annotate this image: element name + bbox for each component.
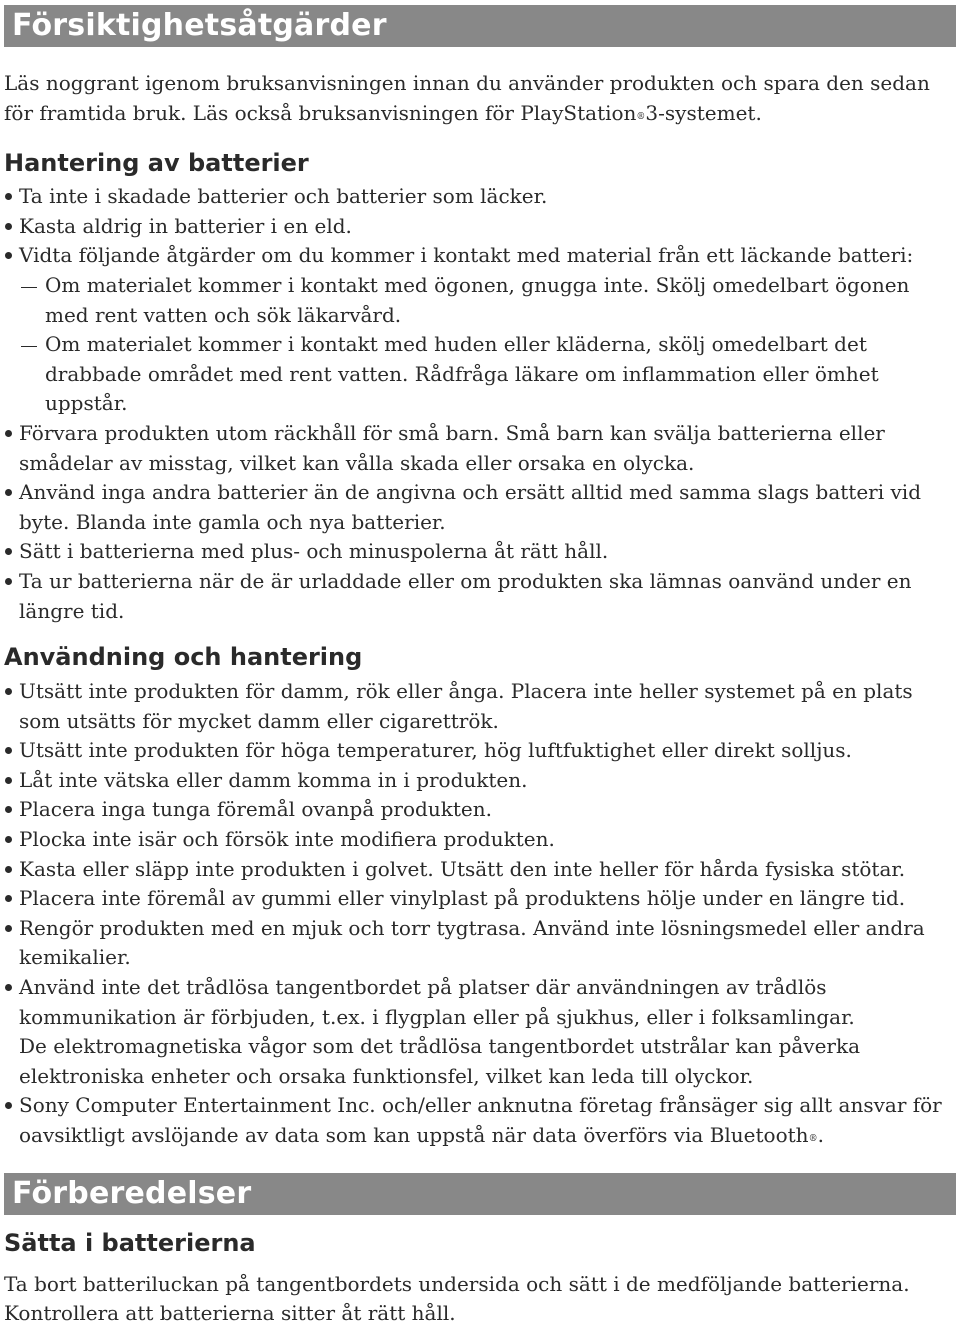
list-item: Plocka inte isär och försök inte modifiera produkten. bbox=[4, 825, 956, 855]
heading-insert-batteries: Sätta i batterierna bbox=[4, 1228, 256, 1257]
list-item-text: Vidta följande åtgärder om du kommer i kontakt med material från ett läckande batteri: bbox=[19, 243, 914, 268]
heading-battery-handling: Hantering av batterier bbox=[4, 149, 309, 178]
list-item: Ta ur batterierna när de är urladdade eller om produkten ska lämnas oanvänd under en längre tid. bbox=[4, 567, 956, 626]
list-item: Utsätt inte produkten för damm, rök eller ånga. Placera inte heller systemet på en plats som utsätts för mycket damm eller cigarettrök. bbox=[4, 677, 956, 736]
list-item: Förvara produkten utom räckhåll för små barn. Små barn kan svälja batterierna eller smådelar av misstag, vilket kan vålla skada eller orsaka en olycka. bbox=[4, 419, 956, 478]
list-item: Kasta aldrig in batterier i en eld. bbox=[4, 212, 956, 242]
list-item: Placera inga tunga föremål ovanpå produkten. bbox=[4, 795, 956, 825]
list-item: Ta inte i skadade batterier och batterier som läcker. bbox=[4, 182, 956, 212]
insert-paragraph bbox=[4, 1270, 956, 1329]
registered-mark: ® bbox=[636, 111, 646, 122]
list-item: Rengör produkten med en mjuk och torr tygtrasa. Använd inte lösningsmedel eller andra kemikalier. bbox=[4, 914, 956, 973]
list-item: Låt inte vätska eller damm komma in i produkten. bbox=[4, 766, 956, 796]
heading-usage: Användning och hantering bbox=[4, 643, 363, 672]
list-item: Sätt i batterierna med plus- och minuspolerna åt rätt håll. bbox=[4, 537, 956, 567]
intro-paragraph bbox=[4, 69, 956, 132]
sub-list-item: Om materialet kommer i kontakt med ögonen, gnugga inte. Skölj omedelbart ögonen med rent vatten och sök läkarvård. bbox=[4, 271, 956, 330]
list-item: Placera inte föremål av gummi eller vinylplast på produktens hölje under en längre tid. bbox=[4, 884, 956, 914]
manual-page bbox=[0, 5, 960, 1326]
battery-list bbox=[4, 182, 956, 271]
wireless-text-b: De elektromagnetiska vågor som det trådlösa tangentbordet utstrålar kan påverka elektroniska enheter och orsaka funktionsfel, vilket kan leda till olyckor. bbox=[19, 1034, 861, 1088]
list-item-leak bbox=[4, 241, 956, 271]
list-item: Utsätt inte produkten för höga temperaturer, hög luftfuktighet eller direkt solljus. bbox=[4, 736, 956, 766]
leak-sublist bbox=[4, 271, 956, 419]
registered-mark: ® bbox=[808, 1134, 818, 1144]
insert-line-2: Kontrollera att batterierna sitter åt rätt håll. bbox=[4, 1301, 456, 1326]
sub-list-item: Om materialet kommer i kontakt med huden eller kläderna, skölj omedelbart det drabbade området med rent vatten. Rådfråga läkare om inflammation eller ömhet uppstår. bbox=[4, 330, 956, 419]
intro-line-1: Läs noggrant igenom bruksanvisningen innan du använder produkten och spara den sedan bbox=[4, 71, 930, 95]
sony-text-end: . bbox=[817, 1123, 824, 1147]
insert-line-1: Ta bort batteriluckan på tangentbordets undersida och sätt i de medföljande batterierna. bbox=[4, 1271, 910, 1296]
intro-line-2b: 3-systemet. bbox=[645, 100, 762, 125]
battery-list-continued bbox=[4, 419, 956, 626]
intro-line-2a: för framtida bruk. Läs också bruksanvisningen för PlayStation bbox=[4, 100, 637, 125]
section-banner-preparations: Förberedelser bbox=[4, 1173, 956, 1215]
section-banner-precautions: Försiktighetsåtgärder bbox=[4, 5, 956, 47]
sony-text: Sony Computer Entertainment Inc. och/eller anknutna företag frånsäger sig allt ansvar för oavsiktligt avslöjande av data som kan uppstå när data överförs via Bluetooth bbox=[19, 1093, 942, 1147]
list-item-sony bbox=[4, 1091, 956, 1154]
list-item: Använd inga andra batterier än de angivna och ersätt alltid med samma slags batteri vid byte. Blanda inte gamla och nya batterier. bbox=[4, 478, 956, 537]
wireless-text-a: Använd inte det trådlösa tangentbordet på platser där användningen av trådlös kommunikation är förbjuden, t.ex. i flygplan eller på sjukhus, eller i folksamlingar. bbox=[19, 975, 855, 1029]
list-item-wireless bbox=[4, 973, 956, 1091]
usage-list bbox=[4, 677, 956, 1155]
list-item: Kasta eller släpp inte produkten i golvet. Utsätt den inte heller för hårda fysiska stötar. bbox=[4, 855, 956, 885]
